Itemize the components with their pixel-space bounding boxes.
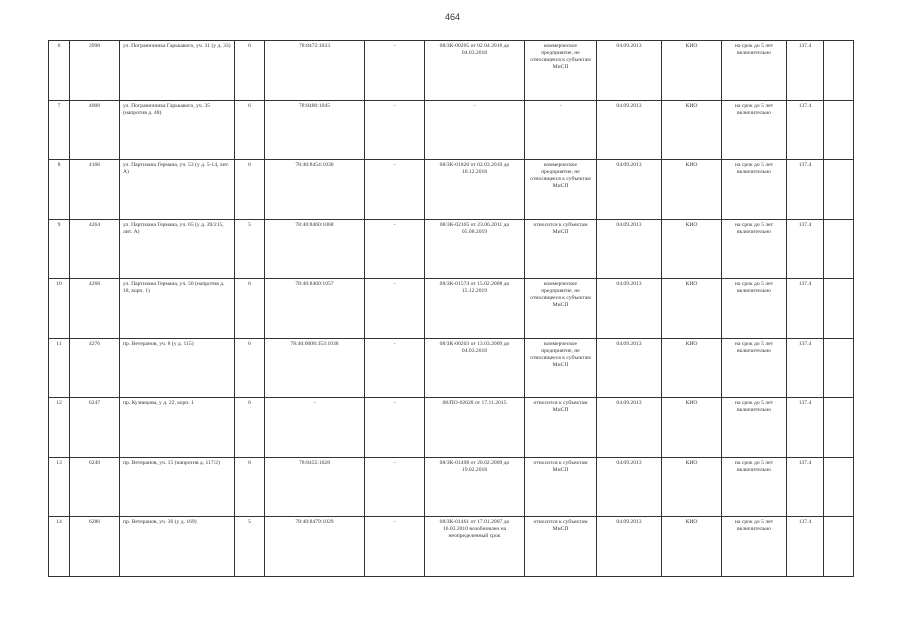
subject-cell: относится к субъектам МиСП (525, 398, 597, 458)
address-cell: ул. Партизана Германа, уч. 50 (напротив д. 18, корп. 1) (120, 279, 235, 339)
object-id: 6249 (70, 457, 120, 517)
organization-cell: КИО (662, 517, 722, 577)
row-number: 8 (49, 160, 70, 220)
permit-cell: 08/ЗК-01574 от 15.02.2008 до 15.12.2019 (425, 279, 525, 339)
zone-cell: 5 (235, 517, 265, 577)
row-number: 10 (49, 279, 70, 339)
zone-cell: 5 (235, 219, 265, 279)
term-cell: на срок до 5 лет включительно (722, 160, 787, 220)
date-cell: 04.09.2013 (597, 100, 662, 160)
table-row (49, 398, 854, 458)
blank-cell (824, 219, 854, 279)
term-cell: на срок до 5 лет включительно (722, 398, 787, 458)
permit-cell: 08/ЗК-00205 от 02.04.2016 до 04.03.2018 (425, 41, 525, 101)
organization-cell: КИО (662, 338, 722, 398)
cadastral-number: 78:40:0008:353:1038 (265, 338, 365, 398)
cadastral-number: 78:8472:1033 (265, 41, 365, 101)
organization-cell: КИО (662, 457, 722, 517)
empty-cell: - (365, 41, 425, 101)
empty-cell: - (365, 457, 425, 517)
row-number: 7 (49, 100, 70, 160)
subject-cell: - (525, 100, 597, 160)
date-cell: 04.09.2013 (597, 338, 662, 398)
address-cell: ул. Партизана Германа, уч. 53 (у д. 5-14, лит. А) (120, 160, 235, 220)
organization-cell: КИО (662, 219, 722, 279)
address-cell: ул. Пограничника Гарькавого, уч. 35 (напротив д. 48) (120, 100, 235, 160)
blank-cell (824, 279, 854, 339)
value-cell: 137.4 (787, 279, 824, 339)
cadastral-number: - (265, 398, 365, 458)
organization-cell: КИО (662, 160, 722, 220)
row-number: 14 (49, 517, 70, 577)
permit-cell: 08/ЗК-00203 от 13.03.2009 до 04.03.2018 (425, 338, 525, 398)
value-cell: 137.4 (787, 219, 824, 279)
table-row (49, 219, 854, 279)
table-row (49, 160, 854, 220)
permit-cell: - (425, 100, 525, 160)
value-cell: 137.4 (787, 398, 824, 458)
empty-cell: - (365, 279, 425, 339)
permit-cell: 08/ПО-02628 от 17.11.2015 (425, 398, 525, 458)
address-cell: пр. Ветеранов, уч. 15 (напротив д. 117/2) (120, 457, 235, 517)
cadastral-number: 78:8455:1028 (265, 457, 365, 517)
date-cell: 04.09.2013 (597, 517, 662, 577)
row-number: 11 (49, 338, 70, 398)
empty-cell: - (365, 398, 425, 458)
subject-cell: коммерческое предприятие, не относящееся к субъектам МиСП (525, 279, 597, 339)
empty-cell: - (365, 160, 425, 220)
value-cell: 137.4 (787, 160, 824, 220)
address-cell: ул. Пограничника Гарькавого, уч. 31 (у д. 33) (120, 41, 235, 101)
term-cell: на срок до 5 лет включительно (722, 100, 787, 160)
blank-cell (824, 457, 854, 517)
zone-cell: 6 (235, 100, 265, 160)
object-id: 3998 (70, 41, 120, 101)
table-row (49, 100, 854, 160)
row-number: 6 (49, 41, 70, 101)
zone-cell: 6 (235, 457, 265, 517)
date-cell: 04.09.2013 (597, 457, 662, 517)
empty-cell: - (365, 100, 425, 160)
term-cell: на срок до 5 лет включительно (722, 279, 787, 339)
address-cell: ул. Партизана Германа, уч. 65 (у д. 39/215, лит. А) (120, 219, 235, 279)
date-cell: 04.09.2013 (597, 41, 662, 101)
object-id: 4276 (70, 338, 120, 398)
address-cell: пр. Ветеранов, уч. 36 (у д. 169) (120, 517, 235, 577)
object-id: 4264 (70, 219, 120, 279)
row-number: 12 (49, 398, 70, 458)
date-cell: 04.09.2013 (597, 160, 662, 220)
empty-cell: - (365, 338, 425, 398)
address-cell: пр. Кузнецова, у д. 22, корп. 1 (120, 398, 235, 458)
organization-cell: КИО (662, 100, 722, 160)
blank-cell (824, 41, 854, 101)
date-cell: 04.09.2013 (597, 279, 662, 339)
blank-cell (824, 517, 854, 577)
term-cell: на срок до 5 лет включительно (722, 41, 787, 101)
permit-cell: 08/ЗК-02105 от 23.06.2011 до 05.08.2019 (425, 219, 525, 279)
page-number: 464 (444, 12, 461, 22)
cadastral-number: 78:40:8460:1057 (265, 279, 365, 339)
zone-cell: 6 (235, 160, 265, 220)
blank-cell (824, 160, 854, 220)
term-cell: на срок до 5 лет включительно (722, 338, 787, 398)
registry-table (48, 40, 854, 577)
blank-cell (824, 100, 854, 160)
subject-cell: коммерческое предприятие, не относящееся к субъектам МиСП (525, 160, 597, 220)
row-number: 13 (49, 457, 70, 517)
object-id: 4008 (70, 100, 120, 160)
row-number: 9 (49, 219, 70, 279)
permit-cell: 08/ЗК-01820 от 02.03.2010 до 10.12.2018 (425, 160, 525, 220)
object-id: 6247 (70, 398, 120, 458)
subject-cell: относится к субъектам МиСП (525, 219, 597, 279)
value-cell: 137.4 (787, 41, 824, 101)
empty-cell: - (365, 517, 425, 577)
object-id: 4166 (70, 160, 120, 220)
subject-cell: коммерческое предприятие, не относящееся к субъектам МиСП (525, 338, 597, 398)
term-cell: на срок до 5 лет включительно (722, 219, 787, 279)
zone-cell: 6 (235, 338, 265, 398)
term-cell: на срок до 5 лет включительно (722, 517, 787, 577)
subject-cell: относится к субъектам МиСП (525, 457, 597, 517)
table-row (49, 338, 854, 398)
value-cell: 137.4 (787, 100, 824, 160)
empty-cell: - (365, 219, 425, 279)
value-cell: 137.4 (787, 517, 824, 577)
term-cell: на срок до 5 лет включительно (722, 457, 787, 517)
permit-cell: 08/ЗК-01461 от 17.01.2007 до 16.03.2010 возобновлен на неопределенный срок (425, 517, 525, 577)
zone-cell: 6 (235, 398, 265, 458)
zone-cell: 6 (235, 41, 265, 101)
date-cell: 04.09.2013 (597, 219, 662, 279)
date-cell: 04.09.2013 (597, 398, 662, 458)
object-id: 6286 (70, 517, 120, 577)
permit-cell: 08/ЗК-01498 от 20.02.2009 до 19.02.2018 (425, 457, 525, 517)
object-id: 4268 (70, 279, 120, 339)
table-row (49, 279, 854, 339)
blank-cell (824, 398, 854, 458)
table-row (49, 41, 854, 101)
address-cell: пр. Ветеранов, уч. 8 (у д. 115) (120, 338, 235, 398)
organization-cell: КИО (662, 279, 722, 339)
value-cell: 137.4 (787, 338, 824, 398)
table-row (49, 517, 854, 577)
cadastral-number: 78:40:8454:1030 (265, 160, 365, 220)
value-cell: 137.4 (787, 457, 824, 517)
organization-cell: КИО (662, 398, 722, 458)
subject-cell: коммерческое предприятие, не относящееся к субъектам МиСП (525, 41, 597, 101)
blank-cell (824, 338, 854, 398)
subject-cell: относится к субъектам МиСП (525, 517, 597, 577)
cadastral-number: 78:40:8479:1029 (265, 517, 365, 577)
zone-cell: 6 (235, 279, 265, 339)
cadastral-number: 78:8480:1045 (265, 100, 365, 160)
organization-cell: КИО (662, 41, 722, 101)
cadastral-number: 78:40:8460:1068 (265, 219, 365, 279)
table-row (49, 457, 854, 517)
